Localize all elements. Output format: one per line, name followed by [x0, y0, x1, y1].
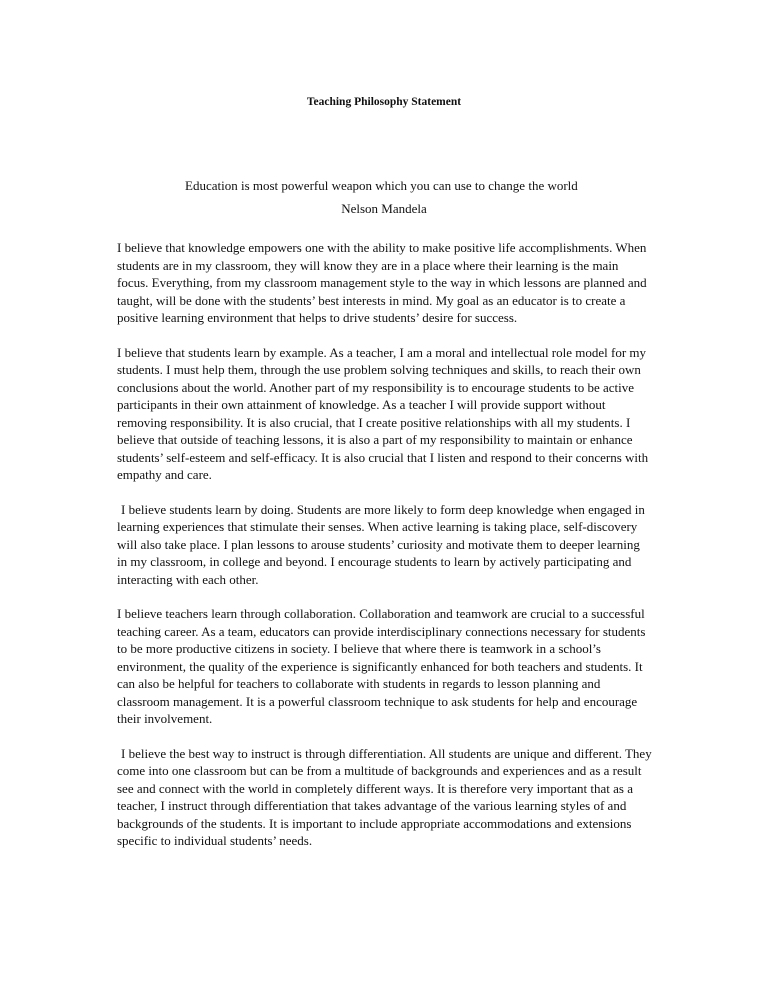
paragraph-collaboration: I believe teachers learn through collaboration. Collaboration and teamwork are crucial to a successful teaching career. As a team, educators can provide interdisciplinary connections necessary for students to be more productive citizens in society. I believe that where there is teamwork in a school’s environment, the quality of the experience is significantly enhanced for both teachers and students. It can also be helpful for teachers to collaborate with students in regards to lesson planning and classroom management. It is a powerful classroom technique to ask students for help and encourage their involvement.: [117, 606, 646, 726]
document-title: Teaching Philosophy Statement: [306, 96, 462, 108]
document-body: [117, 239, 652, 867]
paragraph-knowledge: I believe that knowledge empowers one with the ability to make positive life accomplishments. When students are in my classroom, they will know they are in a place where their learning is the main focus. Everything, from my classroom management style to the way in which lessons are planned and taught, will be done with the students’ best interests in mind. My goal as an educator is to create a positive learning environment that helps to drive students’ desire for success.: [117, 240, 647, 325]
epigraph-quote: Education is most powerful weapon which you can use to change the world: [185, 178, 578, 193]
paragraph-doing: I believe students learn by doing. Students are more likely to form deep knowledge when engaged in learning experiences that stimulate their senses. When active learning is taking place, self-discovery will also take place. I plan lessons to arouse students’ curiosity and motivate them to deeper learning in my classroom, in college and beyond. I encourage students to learn by actively participating and interacting with each other.: [117, 501, 645, 587]
epigraph-author: Nelson Mandela: [341, 201, 427, 216]
paragraph-differentiation: I believe the best way to instruct is through differentiation. All students are unique and different. They come into one classroom but can be from a multitude of backgrounds and experiences and as a result see and connect with the world in completely different ways. It is therefore very important that as a teacher, I instruct through differentiation that takes advantage of the various learning styles of and backgrounds of the students. It is important to include appropriate accommodations and extensions specific to individual students’ needs.: [117, 745, 652, 848]
paragraph-example: I believe that students learn by example. As a teacher, I am a moral and intellectual role model for my students. I must help them, through the use problem solving techniques and skills, to reach their own conclusions about the world. Another part of my responsibility is to encourage students to be active participants in their own attainment of knowledge. As a teacher I will provide support without removing responsibility. It is also crucial, that I create positive relationships with all my students. I believe that outside of teaching lessons, it is also a part of my responsibility to maintain or enhance students’ self-esteem and self-efficacy. It is also crucial that I listen and respond to their concerns with empathy and care.: [117, 344, 649, 482]
